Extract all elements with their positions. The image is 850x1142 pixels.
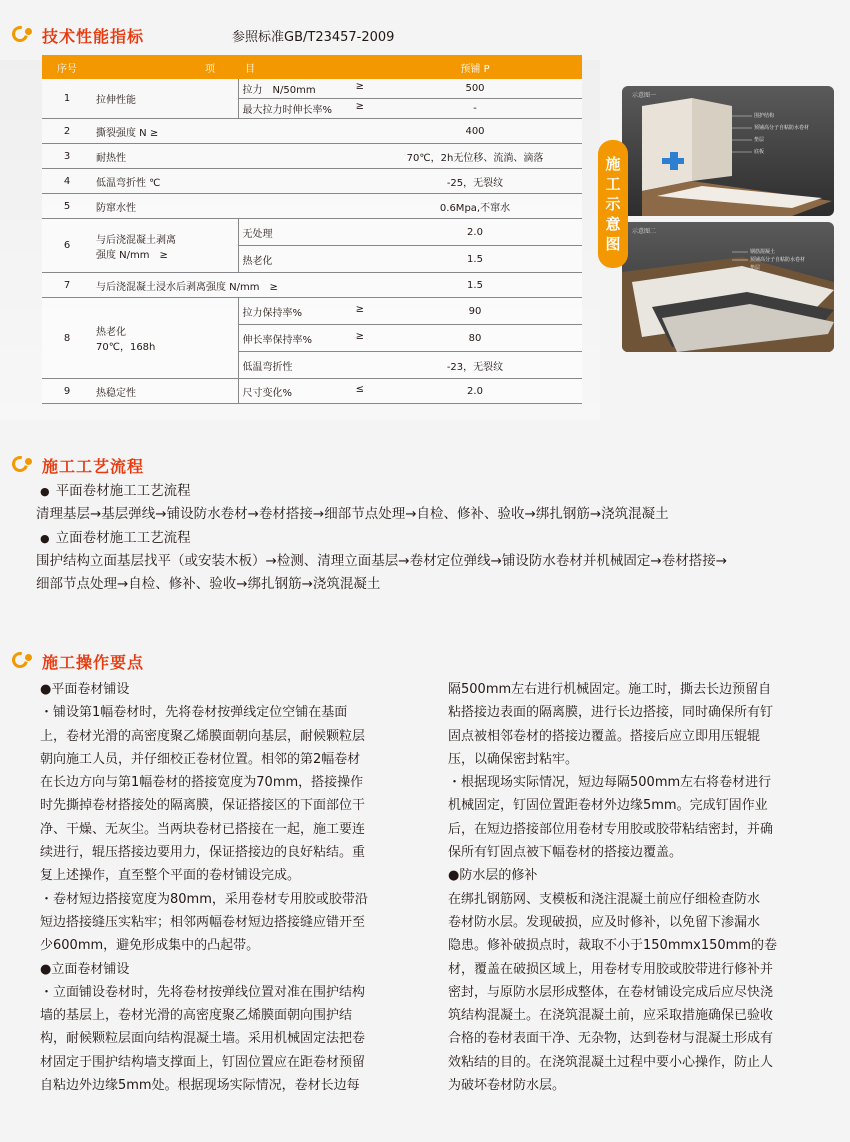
row-no: 9: [42, 379, 92, 404]
row-no: 7: [42, 273, 92, 298]
row-sub: 热老化: [238, 246, 368, 273]
orange-ring-icon: [12, 456, 32, 476]
text-line: 效粘结的目的。在浇筑混凝土过程中要小心操作，防止人: [448, 1054, 774, 1070]
text-line: 时先撕掉卷材搭接处的隔离膜，保证搭接区的下面部位干: [40, 798, 366, 814]
row-sub: 拉力保持率% ≥: [238, 298, 368, 325]
text-line: 自粘边外边缘5mm处。根据现场实际情况，卷材长边每: [40, 1078, 360, 1094]
row-no: 4: [42, 169, 92, 194]
row-value: 500: [368, 79, 582, 99]
text-line: 构，耐候颗粒层面向结构混凝土墙。采用机械固定法把卷: [40, 1031, 366, 1047]
text-line: ●立面卷材铺设: [40, 961, 130, 977]
text-line: 隔500mm左右进行机械固定。施工时，撕去长边预留自: [448, 682, 772, 697]
table-row: [42, 298, 582, 325]
row-item: 热稳定性: [92, 379, 238, 404]
row-sub: 拉力 N/50mm ≥: [238, 79, 368, 99]
row-no: 5: [42, 194, 92, 219]
diagram-1-label: 垫层: [754, 137, 765, 143]
table-row: [42, 144, 582, 169]
row-no: 2: [42, 119, 92, 144]
row-sub: 无处理: [238, 219, 368, 246]
reference-standard: 参照标准GB/T23457-2009: [232, 30, 395, 45]
diagram-panel-2: [622, 222, 834, 352]
diagram-1-label: 围护结构: [754, 113, 775, 119]
vertical-process-steps: 细部节点处理→自检、修补、验收→绑扎钢筋→浇筑混凝土: [36, 576, 381, 593]
row-value: -23，无裂纹: [368, 352, 582, 379]
orange-ring-icon: [12, 26, 32, 46]
diagram-2-title: 示意图二: [632, 228, 657, 235]
text-line: 短边搭接缝压实粘牢；相邻两幅卷材短边搭接缝应错开至: [40, 914, 366, 930]
key-points-right-column: [448, 678, 777, 1097]
row-value: 0.6Mpa,不窜水: [368, 194, 582, 219]
row-no: 1: [42, 79, 92, 119]
section-title: 技术性能指标: [42, 27, 145, 46]
table-row: [42, 379, 582, 404]
diagram-2-label: 预铺高分子自粘防水卷材: [750, 257, 806, 263]
table-row: [42, 169, 582, 194]
section-title: 施工工艺流程: [42, 457, 145, 476]
row-item: 撕裂强度 N ≥: [92, 119, 368, 144]
row-value: 90: [368, 298, 582, 325]
flat-process-title: ● 平面卷材施工工艺流程: [40, 480, 727, 503]
row-item: 与后浇混凝土浸水后剥离强度 N/mm ≥: [92, 273, 368, 298]
text-line: 少600mm，避免形成集中的凸起带。: [40, 938, 260, 954]
text-line: 保所有钉固点被下幅卷材的搭接边覆盖。: [448, 845, 683, 861]
row-sub: 伸长率保持率% ≥: [238, 325, 368, 352]
orange-ring-icon: [12, 652, 32, 672]
header-no: 序号: [42, 55, 92, 79]
row-item: 防窜水性: [92, 194, 368, 219]
row-sub: 低温弯折性: [238, 352, 368, 379]
diagram-1-label: 底板: [754, 149, 765, 155]
header-value: 预铺 P: [368, 55, 582, 79]
text-line: 在绑扎钢筋网、支模板和浇注混凝土前应仔细检查防水: [448, 891, 761, 907]
section-header-process: [12, 454, 144, 477]
text-line: 朝向施工人员，并仔细校正卷材位置。相邻的第2幅卷材: [40, 751, 361, 767]
text-line: ●平面卷材铺设: [40, 682, 130, 697]
table-row: [42, 194, 582, 219]
row-no: 3: [42, 144, 92, 169]
text-line: 隐患。修补破损点时，裁取不小于150mmx150mm的卷: [448, 938, 777, 954]
text-line: 压，以确保密封粘牢。: [448, 751, 579, 767]
diagram-panel-1: [622, 86, 834, 216]
text-line: ●防水层的修补: [448, 868, 538, 884]
text-line: 材，覆盖在破损区域上，用卷材专用胶或胶带进行修补并: [448, 961, 774, 977]
table-row: [42, 273, 582, 298]
text-line: 密封，与原防水层形成整体，在卷材铺设完成后应尽快浇: [448, 984, 774, 1000]
construction-diagrams: [610, 86, 834, 354]
row-sub: 尺寸变化% ≤: [238, 379, 368, 404]
text-line: 合格的卷材表面干净、无杂物，达到卷材与混凝土形成有: [448, 1031, 774, 1047]
section-header-performance: [12, 24, 144, 47]
diagram-1-illustration: [622, 86, 834, 216]
performance-table: [42, 55, 582, 404]
row-item: 低温弯折性 ℃: [92, 169, 368, 194]
text-line: 上，卷材光滑的高密度聚乙烯膜面朝向基层，耐候颗粒层: [40, 728, 366, 744]
diagram-2-illustration: [622, 222, 834, 352]
text-line: 净、干燥、无灰尘。当两块卷材已搭接在一起，施工要连: [40, 821, 366, 837]
diagram-1-title: 示意图一: [632, 92, 657, 99]
text-line: 材固定于围护结构墙支撑面上，钉固位置应在距卷材预留: [40, 1054, 366, 1070]
row-item: 热老化 70℃，168h: [92, 298, 238, 379]
table-row: [42, 119, 582, 144]
row-value: 70℃，2h无位移、流淌、滴落: [368, 144, 582, 169]
text-line: 机械固定，钉固位置距卷材外边缘5mm。完成钉固作业: [448, 798, 768, 814]
row-value: -: [368, 99, 582, 119]
text-line: 粘搭接边表面的隔离膜，进行长边搭接，同时确保所有钉: [448, 705, 774, 721]
text-line: 复上述操作，直至整个平面的卷材铺设完成。: [40, 868, 301, 884]
process-flow-text: [36, 480, 728, 596]
text-line: ・根据现场实际情况，短边每隔500mm左右将卷材进行: [448, 775, 772, 791]
text-line: ・铺设第1幅卷材时，先将卷材按弹线定位空铺在基面: [40, 705, 348, 721]
text-line: 为破坏卷材防水层。: [448, 1078, 566, 1094]
row-item: 耐热性: [92, 144, 368, 169]
table-row: [42, 219, 582, 246]
row-value: 1.5: [368, 246, 582, 273]
diagram-2-label: 钢筋混凝土: [750, 249, 776, 255]
text-line: 在长边方向与第1幅卷材的搭接宽度为70mm，搭接操作: [40, 775, 364, 791]
row-value: -25，无裂纹: [368, 169, 582, 194]
text-line: ・立面铺设卷材时，先将卷材按弹线位置对准在围护结构: [40, 984, 366, 1000]
row-sub: 最大拉力时伸长率% ≥: [238, 99, 368, 119]
text-line: 卷材防水层。发现破损，应及时修补，以免留下渗漏水: [448, 914, 761, 930]
text-line: 筑结构混凝土。在浇筑混凝土前，应采取措施确保已验收: [448, 1008, 774, 1024]
text-line: 后，在短边搭接部位用卷材专用胶或胶带粘结密封，并确: [448, 821, 774, 837]
section-header-key-points: [12, 650, 144, 673]
header-item: 项 目: [92, 55, 368, 79]
text-line: ・卷材短边搭接宽度为80mm，采用卷材专用胶或胶带沿: [40, 891, 368, 907]
row-no: 8: [42, 298, 92, 379]
diagram-2-label: 垫层: [750, 265, 761, 271]
text-line: 墙的基层上，卷材光滑的高密度聚乙烯膜面朝向围护结: [40, 1008, 353, 1024]
row-value: 2.0: [368, 219, 582, 246]
row-no: 6: [42, 219, 92, 273]
diagram-vertical-label: 施 工 示 意 图: [598, 140, 628, 268]
row-item: 拉伸性能: [92, 79, 238, 119]
table-header-row: [42, 55, 582, 79]
section-title: 施工操作要点: [42, 653, 145, 672]
row-value: 1.5: [368, 273, 582, 298]
row-value: 2.0: [368, 379, 582, 404]
text-line: 固点被相邻卷材的搭接边覆盖。搭接后应立即用压辊辊: [448, 728, 761, 744]
row-item: 与后浇混凝土剥离 强度 N/mm ≥: [92, 219, 238, 273]
key-points-left-column: [40, 678, 368, 1097]
vertical-process-title: ● 立面卷材施工工艺流程: [40, 527, 727, 550]
table-row: [42, 79, 582, 99]
row-value: 400: [368, 119, 582, 144]
diagram-1-label: 预铺高分子自粘防水卷材: [754, 125, 810, 131]
flat-process-steps: 清理基层→基层弹线→铺设防水卷材→卷材搭接→细部节点处理→自检、修补、验收→绑扎钢筋→浇筑混凝土: [36, 506, 669, 523]
vertical-process-steps: 围护结构立面基层找平（或安装木板）→检测、清理立面基层→卷材定位弹线→铺设防水卷材并机械固定→卷材搭接→: [36, 552, 728, 569]
text-line: 续进行，辊压搭接边要用力，保证搭接边的良好粘结。重: [40, 845, 366, 861]
row-value: 80: [368, 325, 582, 352]
